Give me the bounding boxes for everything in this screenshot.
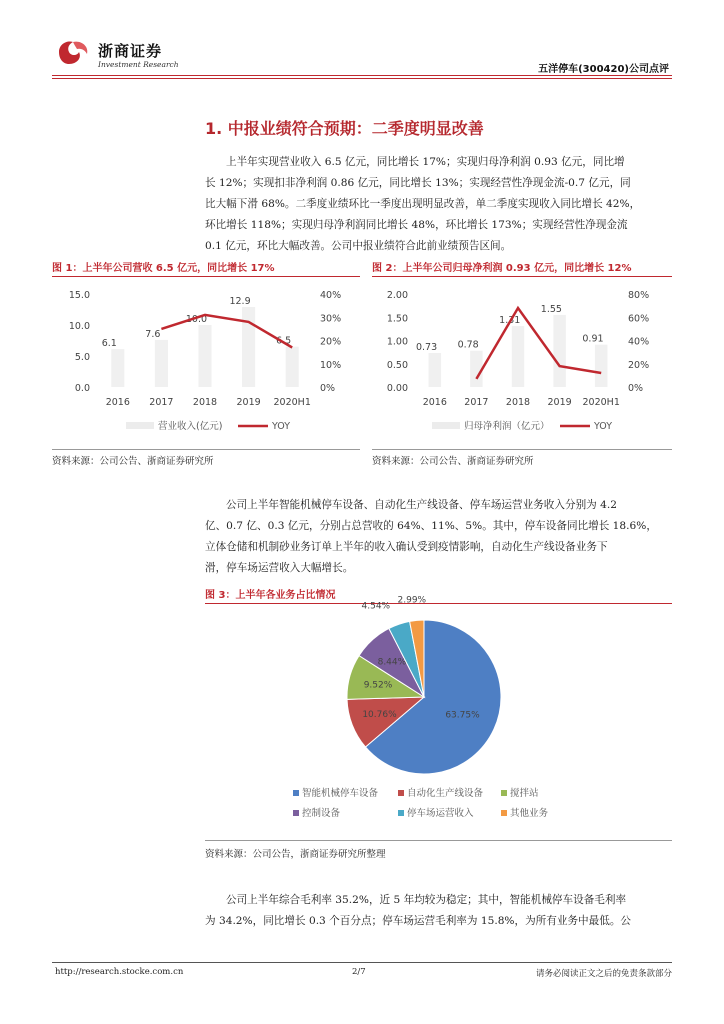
y2-tick-label: 40% — [320, 290, 342, 301]
bar — [429, 353, 441, 387]
legend-label: 控制设备 — [302, 808, 341, 819]
x-tick-label: 2018 — [505, 397, 531, 408]
legend-swatch — [293, 810, 299, 816]
x-tick-label: 2019 — [547, 397, 572, 408]
data-label: 6.1 — [101, 338, 117, 350]
paragraph-line: 立体仓储和机制砂业务订单上半年的收入确认受到疫情影响，自动化生产线设备业务下 — [205, 541, 608, 553]
legend-swatch — [398, 810, 404, 816]
figure-2-rule — [372, 276, 672, 277]
y-tick-label: 2.00 — [386, 290, 408, 301]
x-tick-label: 2020H1 — [582, 397, 620, 408]
y-tick-label: 0.00 — [386, 383, 408, 394]
footer-disclaimer: 请务必阅读正文之后的免责条款部分 — [535, 969, 672, 979]
y-tick-label: 10.0 — [68, 321, 90, 332]
y-tick-label: 1.00 — [386, 336, 408, 348]
y2-tick-label: 30% — [320, 313, 342, 325]
figure-3-rule — [205, 603, 672, 604]
revenue-chart — [52, 280, 360, 440]
y2-tick-label: 20% — [320, 336, 342, 348]
figure-2-source: 资料来源：公司公告、浙商证券研究所 — [372, 456, 534, 467]
y-tick-label: 15.0 — [68, 290, 90, 301]
bar — [242, 307, 255, 387]
x-tick-label: 2016 — [105, 397, 130, 408]
bar — [111, 349, 124, 387]
y2-tick-label: 80% — [628, 290, 650, 301]
company-logo-icon — [55, 38, 91, 66]
paragraph-line: 亿、0.7 亿、0.3 亿元，分别占总营收的 64%、11%、5%。其中，停车设备同比增长 18.6%， — [205, 520, 657, 532]
paragraph-line: 滑，停车场运营收入大幅增长。 — [205, 562, 354, 574]
figure-1-title: 图 1：上半年公司营收 6.5 亿元，同比增长 17% — [52, 263, 275, 274]
logo-text-en: Investment Research — [98, 60, 179, 69]
paragraph-line: 上半年实现营业收入 6.5 亿元，同比增长 17%；实现归母净利润 0.93 亿元，同比增 — [226, 156, 625, 168]
figure-1-bottom-rule — [52, 449, 360, 450]
legend-swatch — [293, 790, 299, 796]
data-label: 0.73 — [415, 342, 438, 354]
y2-tick-label: 40% — [628, 336, 650, 348]
legend-label: 智能机械停车设备 — [302, 788, 379, 799]
data-label: 1.31 — [499, 315, 521, 327]
legend-label: 搅拌站 — [510, 788, 539, 799]
pie-data-label: 9.52% — [363, 680, 393, 691]
x-tick-label: 2018 — [192, 397, 218, 408]
bar — [198, 325, 211, 387]
x-tick-label: 2017 — [464, 397, 489, 408]
page-number: 2/7 — [352, 967, 366, 977]
y2-tick-label: 60% — [628, 313, 650, 325]
data-label: 7.6 — [145, 328, 161, 340]
paragraph-3 — [205, 890, 672, 932]
x-tick-label: 2017 — [149, 397, 174, 408]
legend-label: 其他业务 — [510, 808, 549, 819]
paragraph-2 — [205, 495, 672, 579]
y2-tick-label: 0% — [320, 383, 336, 394]
data-label: 1.55 — [540, 303, 562, 315]
legend-swatch — [501, 790, 507, 796]
header-rule-thin — [52, 78, 672, 79]
yoy-line — [161, 315, 292, 348]
data-label: 12.9 — [229, 296, 251, 308]
y-tick-label: 0.0 — [74, 383, 90, 394]
footer-url-link[interactable]: http://research.stocke.com.cn — [55, 967, 184, 977]
pie-data-label: 63.75% — [445, 710, 480, 721]
legend-label: 自动化生产线设备 — [407, 788, 484, 799]
net-profit-chart — [372, 280, 672, 440]
pie-data-label: 4.54% — [361, 601, 391, 612]
footer-rule — [52, 962, 672, 963]
x-tick-label: 2020H1 — [273, 397, 311, 408]
pie-data-label: 10.76% — [362, 710, 397, 721]
legend-label: 停车场运营收入 — [407, 808, 474, 819]
paragraph-line: 长 12%；实现扣非净利润 0.86 亿元，同比增长 13%；实现经营性净现金流-0.7 亿元，同 — [205, 177, 631, 189]
legend-line-label: YOY — [594, 421, 613, 432]
legend-bar-swatch — [126, 422, 154, 429]
bar — [470, 351, 482, 387]
y-tick-label: 5.0 — [74, 352, 90, 363]
bar — [595, 345, 607, 387]
report-title: 五洋停车(300420)公司点评 — [538, 64, 669, 75]
bar — [512, 326, 524, 387]
data-label: 6.5 — [276, 335, 292, 347]
legend-bar-swatch — [432, 422, 460, 429]
section-title: 1. 中报业绩符合预期：二季度明显改善 — [205, 119, 484, 138]
bar — [155, 340, 168, 387]
figure-2-bottom-rule — [372, 449, 672, 450]
y2-tick-label: 10% — [320, 359, 342, 371]
logo-text-cn: 浙商证券 — [98, 42, 163, 60]
paragraph-line: 0.1 亿元，环比大幅改善。公司中报业绩符合此前业绩预告区间。 — [205, 240, 512, 252]
y2-tick-label: 20% — [628, 359, 650, 371]
figure-1-rule — [52, 276, 360, 277]
bar — [286, 347, 299, 387]
figure-1-source: 资料来源：公司公告、浙商证券研究所 — [52, 456, 214, 467]
data-label: 0.78 — [457, 339, 479, 351]
paragraph-1 — [205, 152, 672, 257]
legend-bar-label: 营业收入(亿元) — [158, 421, 223, 432]
data-label: 0.91 — [582, 333, 604, 345]
figure-2-title: 图 2：上半年公司归母净利润 0.93 亿元，同比增长 12% — [372, 263, 632, 274]
figure-3-bottom-rule — [205, 840, 672, 841]
x-tick-label: 2019 — [236, 397, 261, 408]
paragraph-line: 比大幅下滑 68%。二季度业绩环比一季度出现明显改善，单二季度实现收入同比增长 42%， — [205, 198, 641, 210]
legend-swatch — [398, 790, 404, 796]
legend-swatch — [501, 810, 507, 816]
paragraph-line: 公司上半年智能机械停车设备、自动化生产线设备、停车场运营业务收入分别为 4.2 — [226, 499, 617, 511]
figure-3-source: 资料来源：公司公告，浙商证券研究所整理 — [205, 849, 386, 860]
y2-tick-label: 0% — [628, 383, 644, 394]
y-tick-label: 1.50 — [386, 313, 408, 325]
legend-line-label: YOY — [272, 421, 291, 432]
figure-3-title: 图 3：上半年各业务占比情况 — [205, 590, 336, 601]
pie-data-label: 2.99% — [397, 595, 427, 606]
paragraph-line: 环比增长 118%；实现归母净利润同比增长 48%，环比增长 173%；实现经营性净现金流 — [205, 219, 628, 231]
paragraph-line: 公司上半年综合毛利率 35.2%，近 5 年均较为稳定；其中，智能机械停车设备毛利率 — [226, 894, 627, 906]
y-tick-label: 0.50 — [386, 359, 408, 371]
x-tick-label: 2016 — [422, 397, 447, 408]
paragraph-line: 为 34.2%，同比增长 0.3 个百分点；停车场运营毛利率为 15.8%，为所有业务中最低。公 — [205, 915, 632, 927]
data-label: 10.0 — [185, 314, 208, 325]
pie-data-label: 8.44% — [377, 657, 407, 668]
bar — [553, 315, 565, 387]
header-rule — [52, 75, 672, 76]
legend-bar-label: 归母净利润（亿元） — [464, 421, 550, 432]
